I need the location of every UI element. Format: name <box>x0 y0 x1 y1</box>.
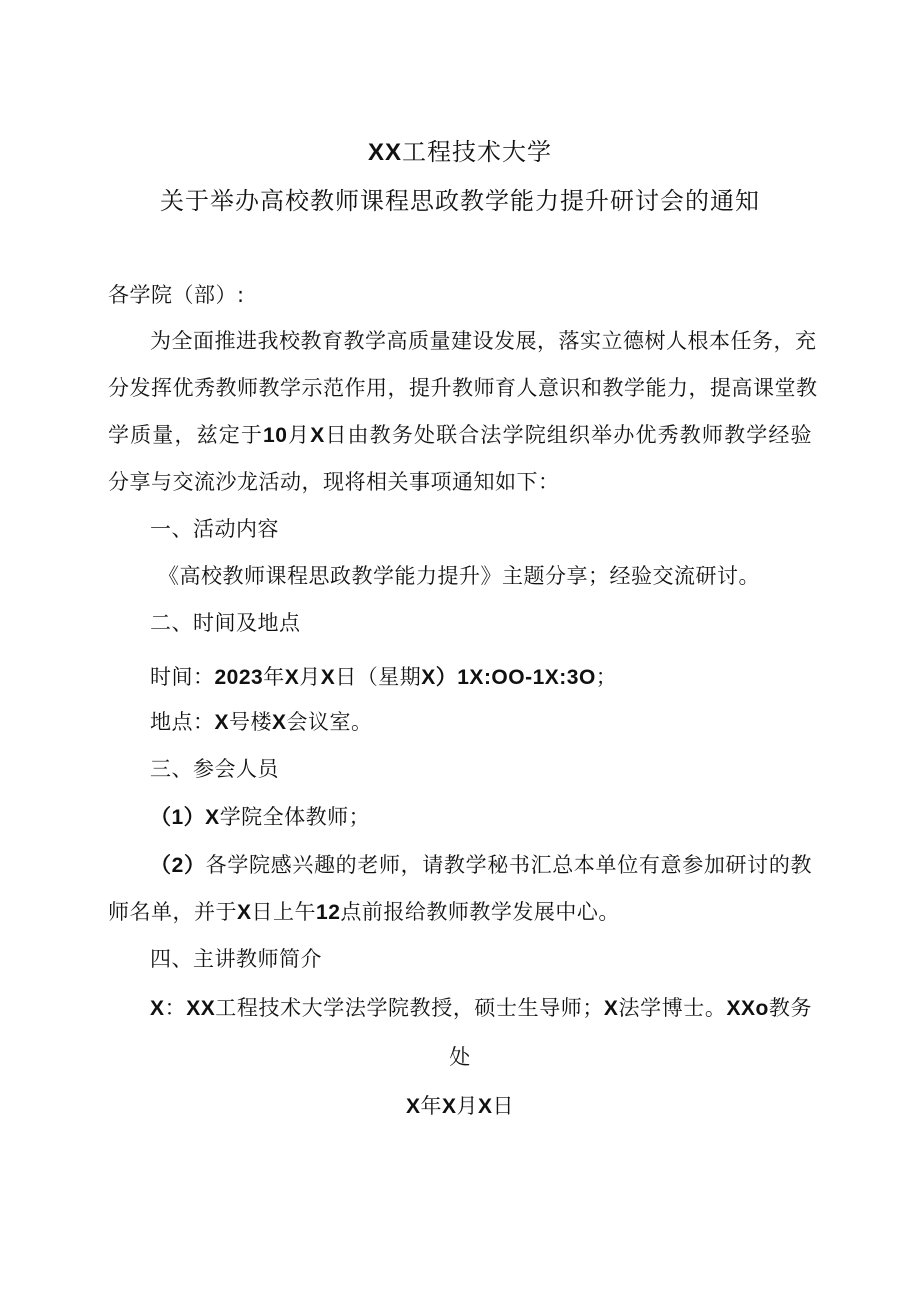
intro-line-2: 分发挥优秀教师教学示范作用，提升教师育人意识和教学能力，提高课堂教 <box>108 376 818 400</box>
section2-heading: 二、时间及地点 <box>150 611 301 635</box>
time-line: 时间：2023年X月X日（星期X）1X:OO-1X:3O； <box>150 665 618 689</box>
notice-title: 关于举办高校教师课程思政教学能力提升研讨会的通知 <box>160 187 760 215</box>
intro-line-1: 为全面推进我校教育教学高质量建设发展，落实立德树人根本任务，充 <box>150 329 817 353</box>
signature-issuer: 处 <box>449 1045 471 1069</box>
section3-heading: 三、参会人员 <box>150 757 279 781</box>
speaker-line: X：XX工程技术大学法学院教授，硕士生导师；X法学博士。XXo教务 <box>150 996 813 1020</box>
institution-title: XX工程技术大学 <box>367 138 552 166</box>
participant-1: （1）X学院全体教师； <box>150 805 371 829</box>
place-line: 地点：X号楼X会议室。 <box>150 710 373 734</box>
intro-line-4: 分享与交流沙龙活动，现将相关事项通知如下： <box>108 470 560 494</box>
section4-heading: 四、主讲教师简介 <box>150 947 322 971</box>
participant-2-line-1: （2）各学院感兴趣的老师，请教学秘书汇总本单位有意参加研讨的教 <box>150 853 813 877</box>
section1-body: 《高校教师课程思政教学能力提升》主题分享；经验交流研讨。 <box>158 564 760 588</box>
signature-date: X年X月X日 <box>405 1094 515 1118</box>
salutation: 各学院（部）: <box>108 283 245 307</box>
participant-2-line-2: 师名单，并于X日上午12点前报给教师教学发展中心。 <box>108 900 620 924</box>
section1-heading: 一、活动内容 <box>150 517 279 541</box>
intro-line-3: 学质量，兹定于10月X日由教务处联合法学院组织举办优秀教师教学经验 <box>108 423 813 447</box>
